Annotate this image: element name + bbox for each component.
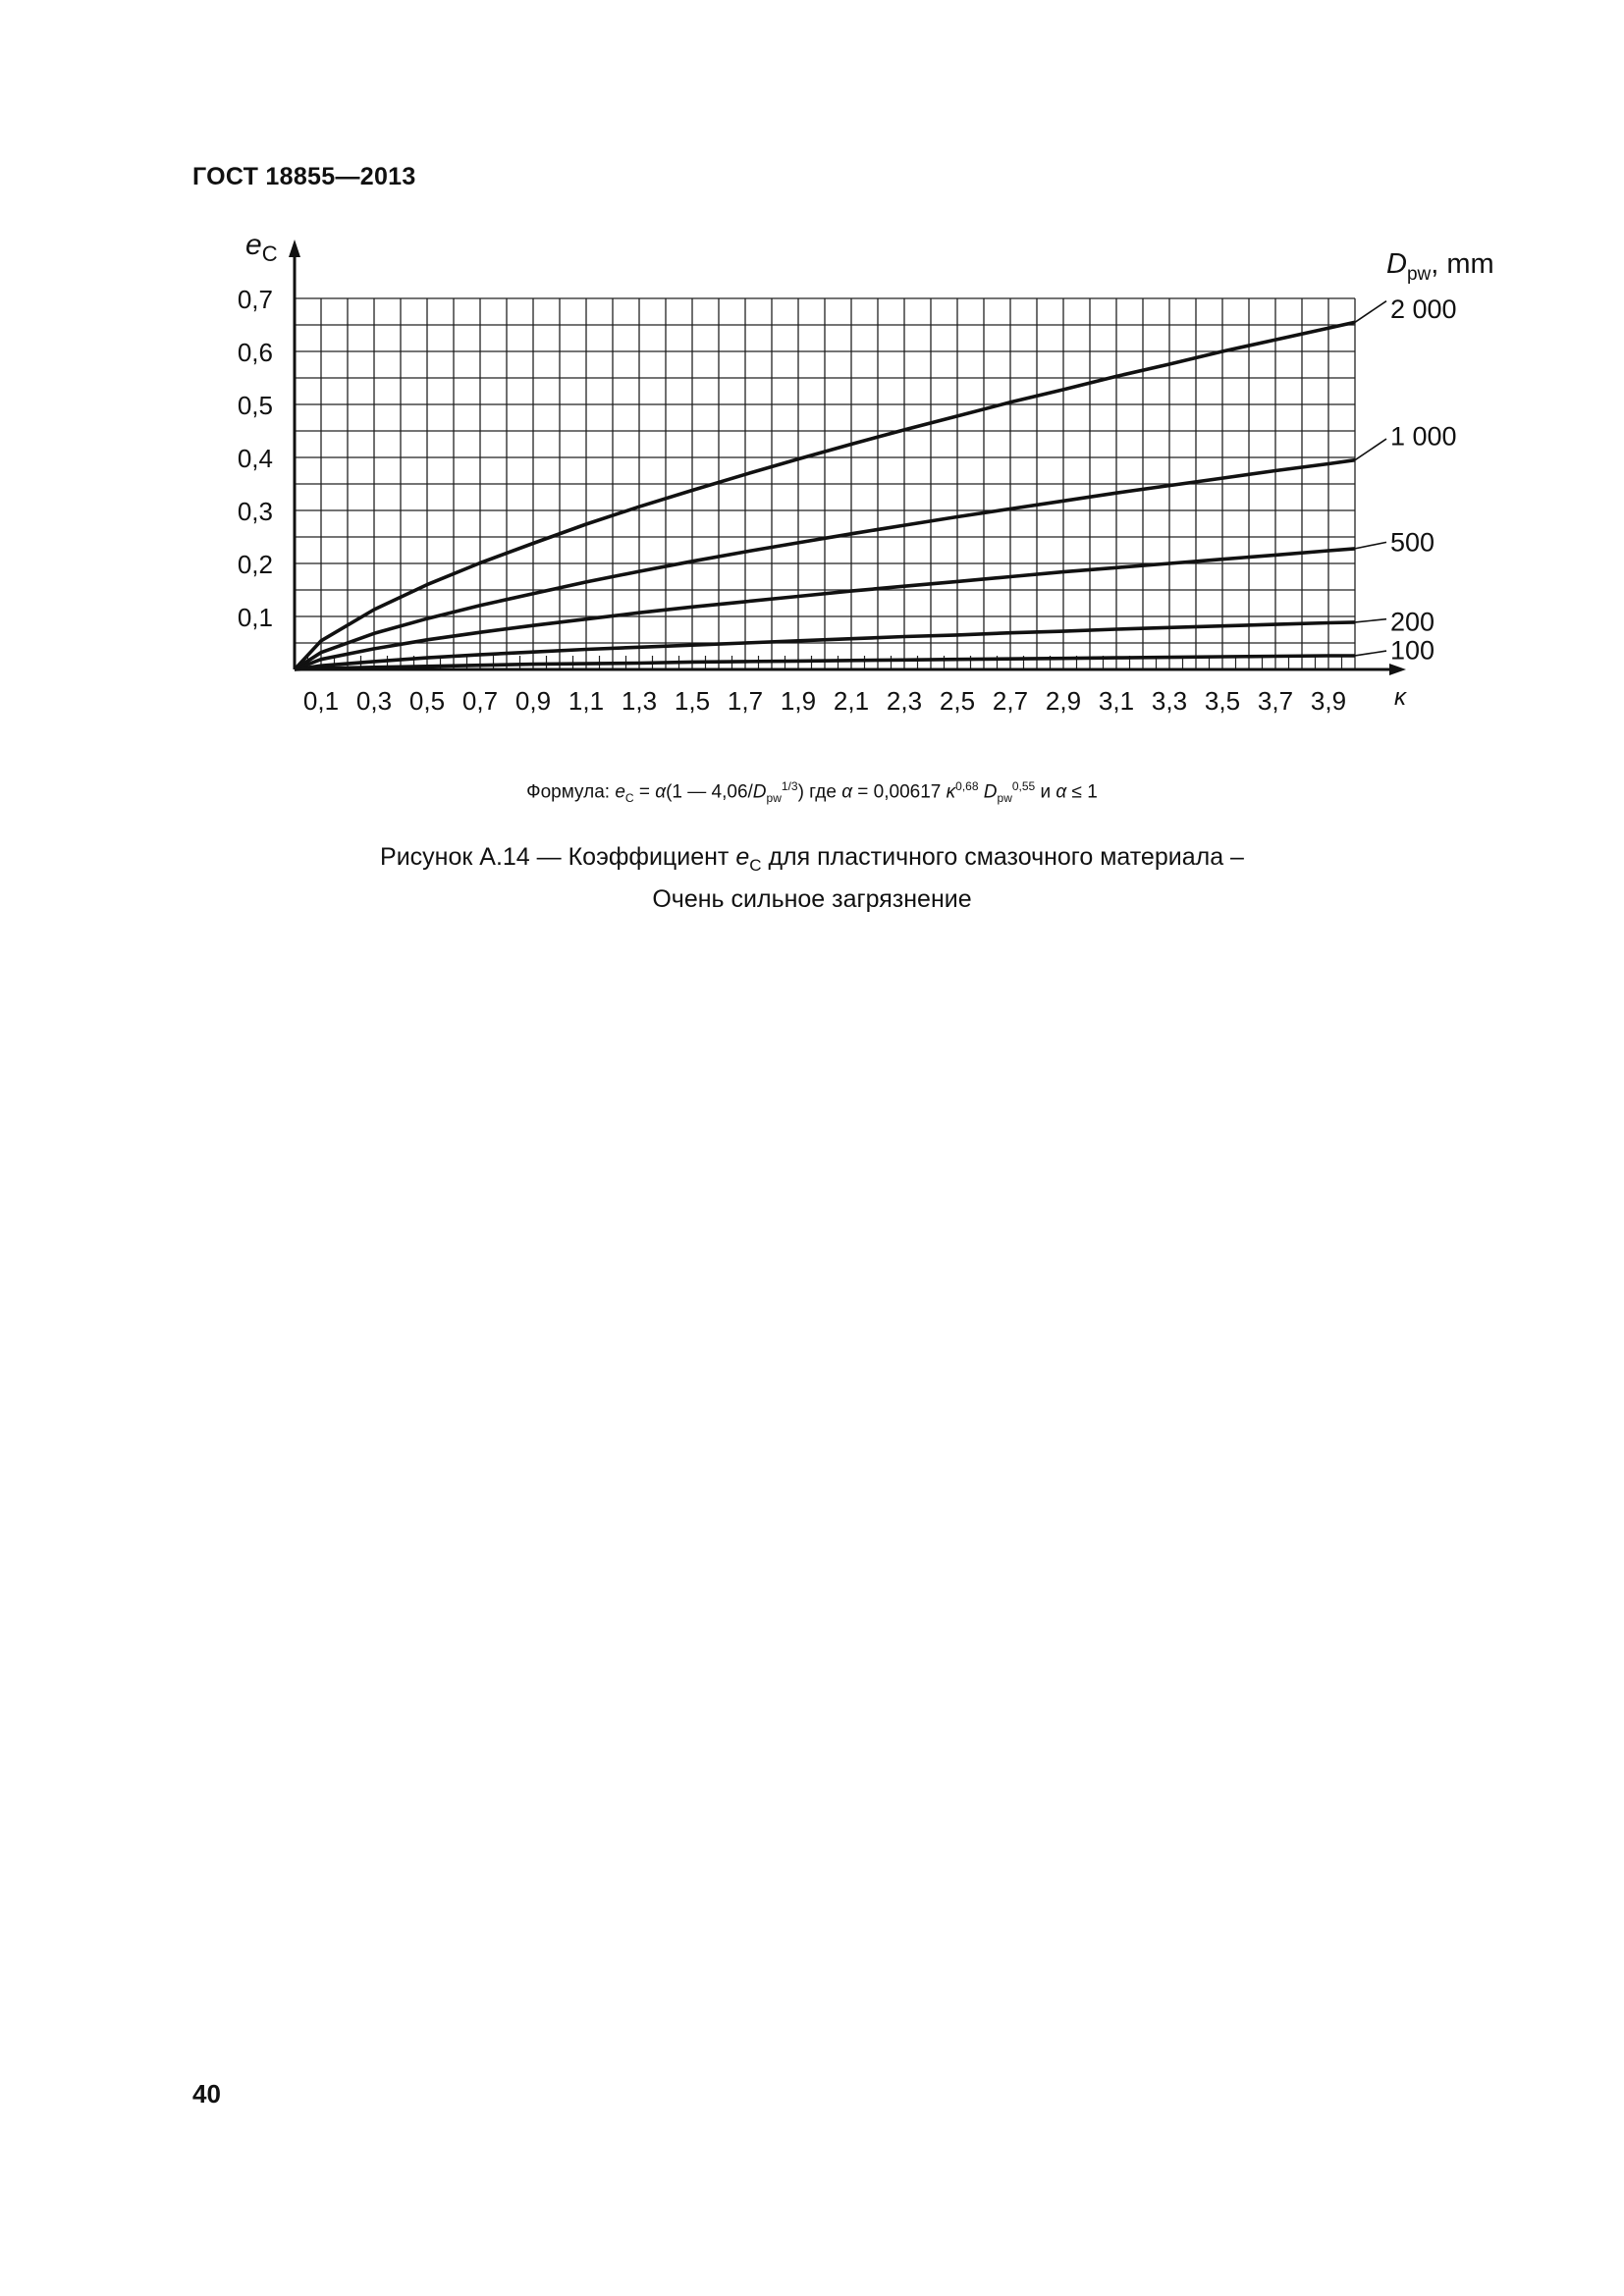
series-label: 1 000 xyxy=(1390,421,1457,452)
series-label: 200 xyxy=(1390,607,1435,637)
x-tick-label: 2,3 xyxy=(886,686,923,716)
legend-title-subscript: pw xyxy=(1406,264,1432,285)
x-tick-label: 2,1 xyxy=(833,686,870,716)
x-tick-label: 0,5 xyxy=(408,686,446,716)
figure-caption-line-1: Рисунок А.14 — Коэффициент $e_C$ для пластичного смазочного материала – xyxy=(380,843,1244,875)
x-tick-label: 1,1 xyxy=(568,686,605,716)
series-label: 100 xyxy=(1390,635,1435,666)
series-label: 2 000 xyxy=(1390,294,1457,324)
y-tick-label: 0,3 xyxy=(237,497,273,526)
x-tick-label: 3,5 xyxy=(1204,686,1241,716)
y-tick-label: 0,7 xyxy=(237,285,273,314)
x-tick-label: 0,1 xyxy=(302,686,340,716)
x-tick-label: 0,7 xyxy=(461,686,499,716)
y-tick-label: 0,4 xyxy=(237,444,273,473)
y-axis-label: $e_C$ xyxy=(245,229,278,266)
y-axis-arrow xyxy=(289,240,300,257)
y-tick-label: 0,5 xyxy=(237,391,273,420)
figure-caption-line-2: Очень сильное загрязнение xyxy=(652,885,972,913)
tick-labels xyxy=(238,285,1346,716)
x-tick-label: 1,7 xyxy=(727,686,764,716)
x-tick-label: 0,3 xyxy=(355,686,393,716)
page-number: 40 xyxy=(192,2079,221,2109)
x-tick-label: 3,1 xyxy=(1098,686,1135,716)
document-header: ГОСТ 18855—2013 xyxy=(192,163,416,190)
x-tick-label: 1,3 xyxy=(621,686,658,716)
y-axis-label-subscript: C xyxy=(261,241,278,266)
y-tick-label: 0,6 xyxy=(237,338,273,367)
series-leader-line xyxy=(1355,301,1386,323)
x-tick-label: 3,3 xyxy=(1151,686,1188,716)
x-tick-label: 3,9 xyxy=(1310,686,1347,716)
x-tick-label: 2,5 xyxy=(939,686,976,716)
legend-title: $D_{pw}$, mm xyxy=(1386,248,1494,285)
x-tick-label: 0,9 xyxy=(514,686,552,716)
x-axis-label: κ xyxy=(1394,684,1406,711)
x-tick-label: 3,7 xyxy=(1257,686,1294,716)
formula-line: Формула: $e_C = \alpha(1$ — $4,06/D_{pw}^{1/3}$) где α = 0,00617 $\kappa^{0,68}$ $D_{pw}^{0,55}$ и α ≤ 1 xyxy=(526,779,1098,806)
x-axis-arrow xyxy=(1389,664,1406,675)
series-leader-line xyxy=(1355,542,1386,548)
series-leader-line xyxy=(1355,439,1386,460)
x-tick-label: 1,9 xyxy=(780,686,817,716)
legend-title-unit: , mm xyxy=(1431,248,1494,280)
series-labels xyxy=(1355,294,1457,666)
x-tick-label: 2,7 xyxy=(992,686,1029,716)
series-label: 500 xyxy=(1390,527,1435,558)
series-leader-line xyxy=(1355,651,1386,656)
figure-caption xyxy=(0,840,1624,917)
y-tick-label: 0,2 xyxy=(237,550,273,579)
x-tick-label: 1,5 xyxy=(674,686,711,716)
x-tick-label: 2,9 xyxy=(1045,686,1082,716)
y-tick-label: 0,1 xyxy=(237,603,273,632)
contamination-coefficient-chart xyxy=(0,0,1624,746)
series-leader-line xyxy=(1355,619,1386,622)
